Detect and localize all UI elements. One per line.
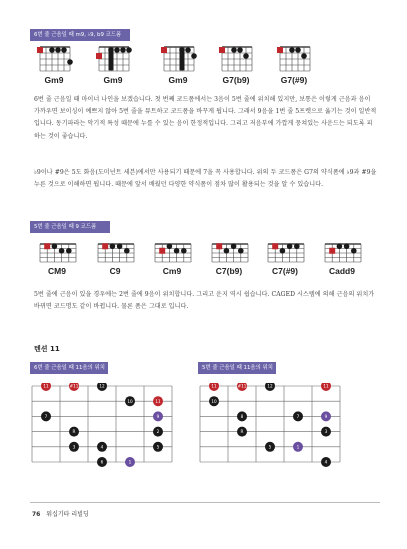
scale-note-label: 11: [323, 383, 329, 389]
chord-grid: [93, 45, 133, 73]
finger-dot: [287, 243, 293, 249]
scale-note-label: 11: [43, 383, 49, 389]
finger-dot: [174, 248, 180, 254]
chord-grid: [216, 45, 256, 73]
scale-note-label: 5: [268, 444, 272, 450]
finger-dot: [66, 248, 72, 254]
scale-bar-right-label: 5번 줄 근음일 때 11음의 위치: [202, 365, 273, 371]
chord-grid: [262, 242, 308, 264]
scale-note-label: 8: [240, 414, 244, 419]
finger-dot: [110, 243, 116, 249]
chord-name: G7(#9): [280, 75, 308, 85]
tension-title: 텐션 11: [34, 345, 60, 353]
chord-grid: [158, 45, 198, 73]
root-note-marker: [96, 53, 102, 59]
scale-note-label: R: [240, 429, 244, 435]
finger-dot: [289, 47, 295, 53]
scale-note-label: 12: [99, 383, 105, 389]
scale-note-label: 5: [156, 444, 160, 450]
root-note-marker: [272, 243, 278, 249]
section-bar-label: 6번 줄 근음일 때 m9, ♭9, b9 코드폼: [34, 32, 122, 38]
scale-note-label: 4: [324, 459, 328, 465]
scale-note-label: 12: [267, 383, 273, 389]
finger-dot: [67, 59, 73, 65]
root-note-marker: [277, 47, 283, 53]
book-title: 워십기타 리빌딩: [46, 511, 89, 518]
finger-dot: [181, 248, 187, 254]
chord-diagram: [206, 242, 252, 278]
scale-note-label: R: [72, 429, 76, 435]
scale-note-label: 7: [296, 414, 300, 419]
scale-note-label: 4: [100, 444, 104, 450]
section-bar-9-chord: [30, 221, 110, 233]
chord-grid: [274, 45, 314, 73]
scale-note-label: 11: [211, 383, 217, 389]
finger-dot: [59, 248, 65, 254]
finger-dot: [231, 47, 237, 53]
chord-name: Cm9: [162, 266, 182, 276]
finger-dot: [243, 53, 249, 59]
finger-dot: [237, 47, 243, 53]
chord-diagram: [34, 242, 80, 278]
finger-dot: [224, 248, 230, 254]
finger-dot: [344, 243, 350, 249]
finger-dot: [124, 248, 130, 254]
chord-name: C9: [109, 266, 121, 276]
finger-dot: [114, 47, 120, 53]
finger-dot: [301, 53, 307, 59]
chord-name: CM9: [48, 266, 66, 276]
scale-note-label: 3: [72, 444, 76, 450]
chord-name: G7(b9): [222, 75, 250, 85]
finger-dot: [61, 47, 67, 53]
chord-name: Gm9: [44, 75, 64, 85]
fretboard-right: [198, 383, 354, 469]
finger-dot: [294, 243, 300, 249]
chord-diagram: [34, 45, 74, 87]
finger-dot: [191, 53, 197, 59]
scale-note-label: 1: [296, 444, 300, 450]
chord-name: Gm9: [103, 75, 123, 85]
scale-note-label: #11: [237, 383, 247, 389]
paragraph-1: 6번 줄 근음일 때 마이너 나인을 보겠습니다. 첫 번째 코드폼에서는 3음이 5번 줄에 위치해 있지만, 보통은 이렇게 근음과 음이 가까우면 보이싱이 예쁘지 않아 5번 줄을 뮤트하고 코드폼을 바꾸게 됩니다. 그래서 9음을 1번 줄 5프렛으로 옮기는 것이 일반적입니다. 동기파라는 악기적 특성 때문에 누를 수 있는 음이 한정적입니다. 그리고 저음부에 가깝게 뭉쳐있는 사운드는 되도록 피하는 것이 좋습니다.: [34, 96, 377, 140]
chord-diagram: [319, 242, 365, 278]
chord-grid: [92, 242, 138, 264]
root-note-marker: [329, 248, 335, 254]
section-bar-label: 5번 줄 근음일 때 9 코드폼: [34, 224, 97, 230]
finger-dot: [351, 248, 357, 254]
root-note-marker: [219, 47, 225, 53]
scale-note-label: 10: [127, 398, 133, 404]
root-note-marker: [44, 243, 50, 249]
barre-marker: [109, 48, 114, 71]
scale-bar-left-label: 6번 줄 근음일 때 11음의 위치: [34, 365, 105, 371]
scale-note-label: 9: [324, 414, 328, 419]
chord-diagram: [158, 45, 198, 87]
section-bar-minor9: [30, 29, 130, 41]
finger-dot: [295, 47, 301, 53]
finger-dot: [52, 243, 58, 249]
barre-marker: [180, 48, 185, 71]
finger-dot: [280, 248, 286, 254]
page-footer: [32, 509, 89, 518]
finger-dot: [167, 243, 173, 249]
finger-dot: [117, 243, 123, 249]
footer-divider: [30, 502, 380, 503]
scale-bar-left: [30, 362, 108, 374]
root-note-marker: [161, 47, 167, 53]
chord-name: C7(b9): [215, 266, 243, 276]
chord-grid: [319, 242, 365, 264]
finger-dot: [231, 243, 237, 249]
chord-diagram: [262, 242, 308, 278]
chord-grid: [149, 242, 195, 264]
paragraph-2: ♭9이나 #9은 5도 화음(도미넌트 세븐)에서만 사용되기 때문에 7을 꼭 사용합니다. 위의 두 코드폼은 G7의 약식폼에 ♭9과 #9을 누른 것으로 이해하면 됩니다. 때문에 앞서 배웠던 다양한 약식폼이 점차 많이 활용되는 것을 알 수 있습니다.: [34, 169, 377, 189]
scale-note-label: 10: [211, 398, 217, 404]
chord-name: Gm9: [168, 75, 188, 85]
root-note-marker: [37, 47, 43, 53]
paragraph-3: 5번 줄에 근음이 있을 경우에는 2번 줄에 9음이 위치합니다. 그리고 운지 역시 쉽습니다. CAGED 시스템에 의해 근음의 위치가 바뀌면 코드명도 같이 바뀝니다. 물론 폼은 그대로 입니다.: [34, 291, 375, 311]
page-number: 76: [32, 511, 41, 518]
scale-note-label: 3: [324, 429, 328, 435]
finger-dot: [337, 243, 343, 249]
finger-dot: [49, 47, 55, 53]
scale-note-label: 9: [156, 414, 160, 419]
scale-note-label: 6: [100, 459, 104, 465]
root-note-marker: [159, 248, 165, 254]
root-note-marker: [102, 243, 108, 249]
scale-bar-right: [198, 362, 276, 374]
chord-diagram: [216, 45, 256, 87]
chord-diagram: [149, 242, 195, 278]
finger-dot: [185, 47, 191, 53]
fretboard-left: [30, 383, 186, 469]
scale-note-label: 7: [44, 414, 48, 419]
chord-diagram: [93, 45, 133, 87]
scale-note-label: 2: [156, 429, 160, 435]
finger-dot: [55, 47, 61, 53]
finger-dot: [120, 47, 126, 53]
scale-note-label: #11: [69, 383, 79, 389]
chord-grid: [34, 45, 74, 73]
chord-grid: [206, 242, 252, 264]
chord-name: Cadd9: [329, 266, 355, 276]
chord-diagram: [274, 45, 314, 87]
chord-grid: [34, 242, 80, 264]
scale-note-label: 11: [155, 398, 161, 404]
finger-dot: [126, 47, 132, 53]
finger-dot: [238, 248, 244, 254]
root-note-marker: [216, 243, 222, 249]
chord-name: C7(#9): [272, 266, 298, 276]
scale-note-label: 1: [128, 459, 132, 465]
chord-diagram: [92, 242, 138, 278]
